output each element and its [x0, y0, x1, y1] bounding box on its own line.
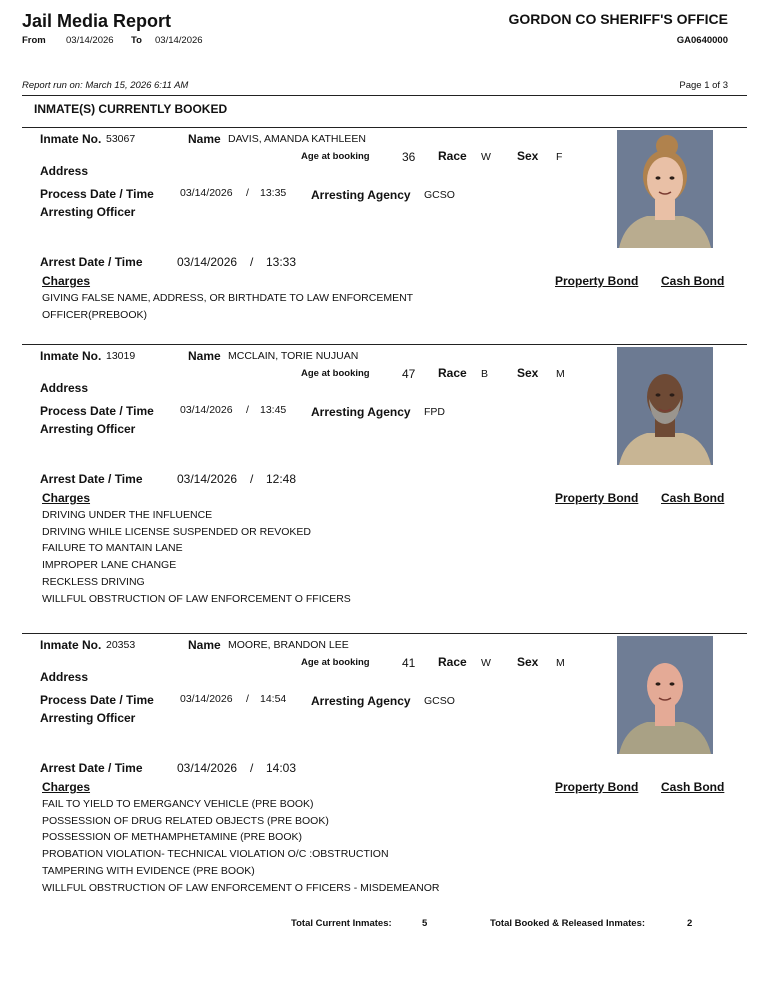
- record-divider: [22, 127, 747, 128]
- inmate-no-label: Inmate No.: [40, 638, 102, 652]
- inmate-name: MOORE, BRANDON LEE: [228, 639, 349, 651]
- sex-label: Sex: [517, 655, 539, 669]
- address-label: Address: [40, 164, 89, 178]
- agency-name: GORDON CO SHERIFF'S OFFICE: [508, 11, 728, 27]
- race-value: W: [481, 151, 491, 163]
- charge-item: FAILURE TO MANTAIN LANE: [42, 542, 183, 555]
- cash-bond-label: Cash Bond: [661, 491, 725, 505]
- charges-list: [42, 507, 351, 607]
- charge-item: RECKLESS DRIVING: [42, 575, 145, 588]
- inmate-name: MCCLAIN, TORIE NUJUAN: [228, 350, 359, 362]
- report-run-on: Report run on: March 15, 2026 6:11 AM: [22, 80, 189, 91]
- age-label: Age at booking: [301, 368, 370, 379]
- arresting-agency-label: Arresting Agency: [311, 188, 411, 202]
- arrest-slash: /: [250, 472, 254, 486]
- sex-value: M: [556, 657, 565, 669]
- charges-label: Charges: [42, 780, 91, 794]
- charges-list: [42, 796, 439, 896]
- inmate-no-value: 20353: [106, 639, 136, 651]
- ori-number: GA0640000: [676, 35, 728, 46]
- property-bond-label: Property Bond: [555, 274, 639, 288]
- inmate-no-label: Inmate No.: [40, 349, 102, 363]
- arrest-time-value: 12:48: [266, 472, 297, 486]
- process-date-value: 03/14/2026: [180, 404, 233, 416]
- process-date-value: 03/14/2026: [180, 187, 233, 199]
- charge-item: OFFICER(PREBOOK): [42, 308, 148, 321]
- race-label: Race: [438, 366, 467, 380]
- arresting-agency-value: GCSO: [424, 189, 455, 201]
- charge-item: DRIVING WHILE LICENSE SUSPENDED OR REVOKED: [42, 525, 311, 538]
- record-divider: [22, 633, 747, 634]
- arresting-agency-value: GCSO: [424, 695, 455, 707]
- charges-list: [42, 290, 413, 323]
- race-label: Race: [438, 149, 467, 163]
- process-time-value: 13:35: [260, 187, 287, 199]
- charge-item: WILLFUL OBSTRUCTION OF LAW ENFORCEMENT O FFICERS - MISDEMEANOR: [42, 881, 440, 894]
- arrest-slash: /: [250, 761, 254, 775]
- process-slash: /: [246, 693, 249, 705]
- arrest-time-value: 13:33: [266, 255, 297, 269]
- inmate-no-value: 53067: [106, 133, 136, 145]
- arrest-date-label: Arrest Date / Time: [40, 472, 143, 486]
- charges-label: Charges: [42, 274, 91, 288]
- total-current-value: 5: [422, 918, 428, 929]
- cash-bond-label: Cash Bond: [661, 274, 725, 288]
- arresting-agency-value: FPD: [424, 406, 445, 418]
- name-label: Name: [188, 349, 221, 363]
- page-number: Page 1 of 3: [679, 80, 728, 91]
- arresting-agency-label: Arresting Agency: [311, 405, 411, 419]
- charge-item: GIVING FALSE NAME, ADDRESS, OR BIRTHDATE TO LAW ENFORCEMENT: [42, 292, 414, 304]
- arrest-date-label: Arrest Date / Time: [40, 761, 143, 775]
- sex-label: Sex: [517, 366, 539, 380]
- charge-item: FAIL TO YIELD TO EMERGANCY VEHICLE (PRE BOOK): [42, 798, 314, 810]
- process-slash: /: [246, 404, 249, 416]
- arresting-officer-label: Arresting Officer: [40, 711, 136, 725]
- to-label: To: [131, 35, 142, 46]
- address-label: Address: [40, 381, 89, 395]
- arresting-officer-label: Arresting Officer: [40, 205, 136, 219]
- mugshot-photo: [617, 347, 713, 465]
- charges-label: Charges: [42, 491, 91, 505]
- charge-item: IMPROPER LANE CHANGE: [42, 559, 177, 572]
- process-date-label: Process Date / Time: [40, 404, 154, 418]
- header-divider: [22, 95, 747, 96]
- arrest-date-value: 03/14/2026: [177, 472, 238, 486]
- arrest-date-value: 03/14/2026: [177, 761, 238, 775]
- total-booked-released-value: 2: [687, 918, 693, 929]
- race-value: W: [481, 657, 491, 669]
- property-bond-label: Property Bond: [555, 491, 639, 505]
- from-label: From: [22, 35, 46, 46]
- sex-value: F: [556, 151, 563, 163]
- charge-item: TAMPERING WITH EVIDENCE (PRE BOOK): [42, 864, 255, 877]
- report-title: Jail Media Report: [22, 11, 172, 31]
- total-current-label: Total Current Inmates:: [291, 918, 392, 929]
- charge-item: POSSESSION OF DRUG RELATED OBJECTS (PRE BOOK): [42, 814, 329, 827]
- mugshot-photo: [617, 130, 713, 248]
- mugshot-photo: [617, 636, 713, 754]
- process-date-label: Process Date / Time: [40, 187, 154, 201]
- name-label: Name: [188, 638, 221, 652]
- process-date-label: Process Date / Time: [40, 693, 154, 707]
- charge-item: WILLFUL OBSTRUCTION OF LAW ENFORCEMENT O FFICERS: [42, 592, 351, 605]
- age-value: 47: [402, 367, 416, 381]
- from-date: 03/14/2026: [66, 35, 114, 46]
- inmate-no-value: 13019: [106, 350, 136, 362]
- arresting-officer-label: Arresting Officer: [40, 422, 136, 436]
- arrest-date-label: Arrest Date / Time: [40, 255, 143, 269]
- inmate-no-label: Inmate No.: [40, 132, 102, 146]
- race-label: Race: [438, 655, 467, 669]
- process-slash: /: [246, 187, 249, 199]
- charge-item: DRIVING UNDER THE INFLUENCE: [42, 509, 213, 521]
- process-time-value: 13:45: [260, 404, 287, 416]
- total-booked-released-label: Total Booked & Released Inmates:: [490, 918, 646, 929]
- charge-item: POSSESSION OF METHAMPHETAMINE (PRE BOOK): [42, 831, 303, 844]
- property-bond-label: Property Bond: [555, 780, 639, 794]
- race-value: B: [481, 368, 489, 380]
- arrest-slash: /: [250, 255, 254, 269]
- process-time-value: 14:54: [260, 693, 287, 705]
- address-label: Address: [40, 670, 89, 684]
- sex-label: Sex: [517, 149, 539, 163]
- sex-value: M: [556, 368, 565, 380]
- process-date-value: 03/14/2026: [180, 693, 233, 705]
- to-date: 03/14/2026: [155, 35, 203, 46]
- charge-item: PROBATION VIOLATION- TECHNICAL VIOLATION O/C :OBSTRUCTION: [42, 848, 389, 861]
- arresting-agency-label: Arresting Agency: [311, 694, 411, 708]
- name-label: Name: [188, 132, 221, 146]
- arrest-time-value: 14:03: [266, 761, 297, 775]
- age-value: 36: [402, 150, 416, 164]
- cash-bond-label: Cash Bond: [661, 780, 725, 794]
- age-label: Age at booking: [301, 151, 370, 162]
- age-label: Age at booking: [301, 657, 370, 668]
- age-value: 41: [402, 656, 416, 670]
- record-divider: [22, 344, 747, 345]
- inmate-name: DAVIS, AMANDA KATHLEEN: [228, 133, 366, 145]
- section-title: INMATE(S) CURRENTLY BOOKED: [34, 102, 228, 116]
- arrest-date-value: 03/14/2026: [177, 255, 238, 269]
